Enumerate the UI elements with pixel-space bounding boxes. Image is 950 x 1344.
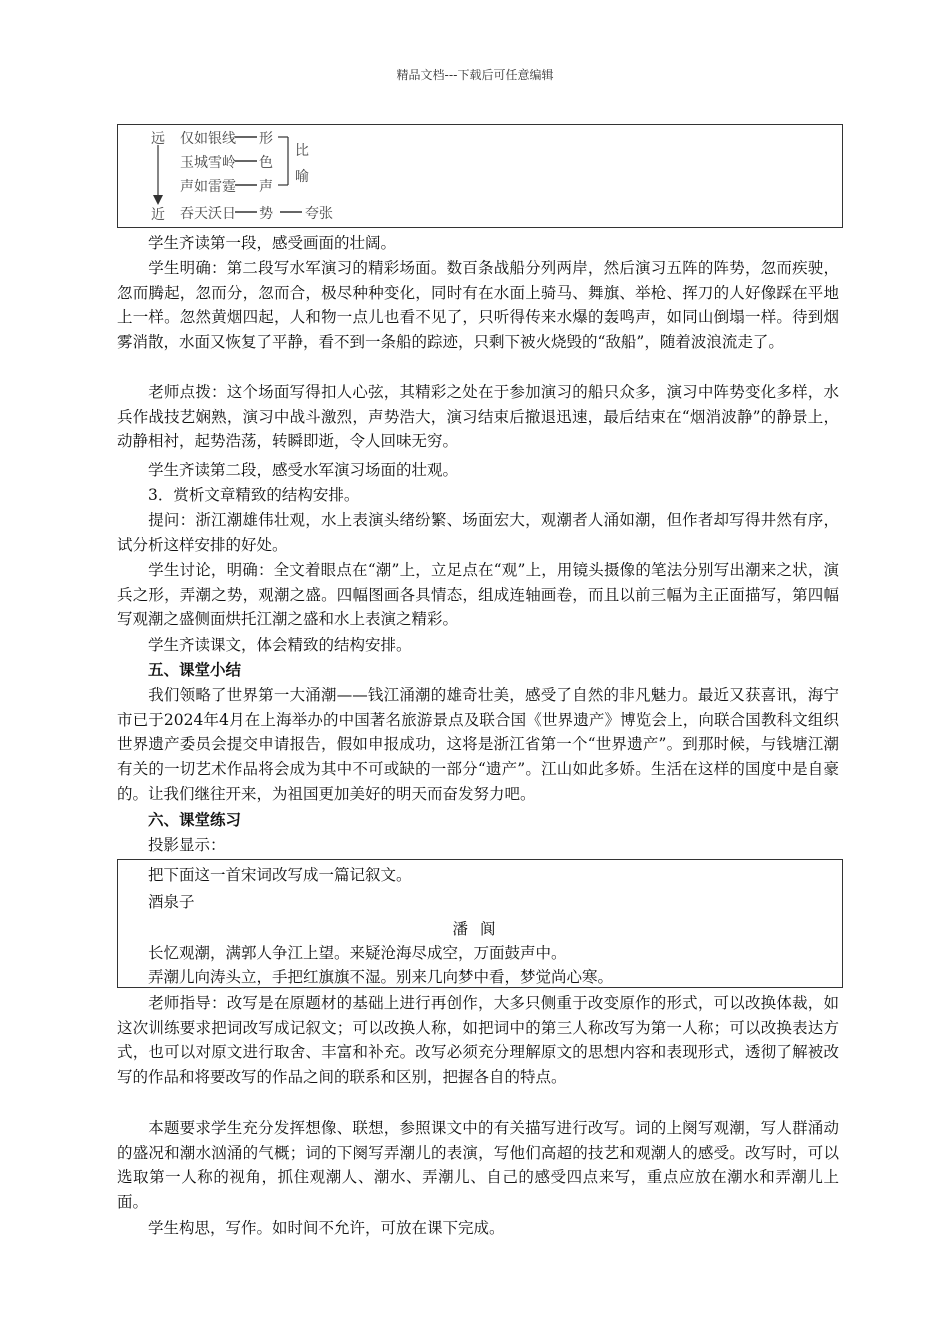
diagram-phrase-1: 仅如银线	[180, 131, 236, 147]
diagram-aspect-2: 色	[259, 155, 273, 171]
diagram-phrase-3: 声如雷霆	[180, 179, 236, 195]
paragraph-final: 学生构思，写作。如时间不允许，可放在课下完成。	[148, 1219, 505, 1237]
poem-line-2: 弄潮儿向涛头立，手把红旗旗不湿。别来几向梦中看，梦觉尚心寒。	[148, 968, 614, 986]
paragraph-teacher-guidance: 老师指导：改写是在原题材的基础上进行再创作，大多只侧重于改变原作的形式，可以改换体裁，如这次训练要求把词改写成记叙文；可以改换人称，如把词中的第三人称改写为第一人称；可以改换表达方式，也可以对原文进行取舍、丰富和补充。改写必须充分理解原文的思想内容和表现形式，透彻了解被改写的作品和将要改写的作品之间的联系和区别，把握各自的特点。	[117, 994, 839, 1087]
diagram-exaggeration-label: 夸张	[305, 206, 333, 222]
paragraph-5: 3．赏析文章精致的结构安排。	[148, 486, 360, 504]
page-header: 精品文档---下载后可任意编辑	[396, 68, 554, 82]
paragraph-4: 学生齐读第二段，感受水军演习场面的壮观。	[148, 461, 459, 479]
paragraph-6: 提问：浙江潮雄伟壮观，水上表演头绪纷繁、场面宏大，观潮者人涌如潮，但作者却写得井然有序，试分析这样安排的好处。	[117, 511, 839, 554]
structure-diagram	[117, 124, 843, 228]
diagram-phrase-2: 玉城雪岭	[180, 155, 236, 171]
paragraph-7: 学生讨论，明确：全文着眼点在“潮”上，立足点在“观”上，用镜头摄像的笔法分别写出潮来之状，演兵之形，弄潮之势，观潮之盛。四幅图画各具情态，组成连轴画卷，而且以前三幅为主正面描写，第四幅写观潮之盛侧面烘托江潮之盛和水上表演之精彩。	[117, 561, 839, 629]
poem-line-1: 长忆观潮，满郭人争江上望。来疑沧海尽成空，万面鼓声中。	[148, 944, 567, 962]
poem-title: 酒泉子	[148, 893, 195, 911]
paragraph-1: 学生齐读第一段，感受画面的壮阔。	[148, 234, 397, 252]
diagram-metaphor-char-1: 比	[295, 143, 309, 159]
paragraph-3: 老师点拨：这个场面写得扣人心弦，其精彩之处在于参加演习的船只众多，演习中阵势变化多样，水兵作战技艺娴熟，演习中战斗激烈，声势浩大，演习结束后撤退迅速，最后结束在“烟消波静”的静景上，动静相衬，起势浩荡，转瞬即逝，令人回味无穷。	[117, 383, 839, 451]
exercise-box	[117, 859, 843, 988]
section-heading-exercise: 六、课堂练习	[148, 810, 242, 829]
diagram-metaphor-char-2: 喻	[295, 169, 309, 185]
exercise-instruction: 把下面这一首宋词改写成一篇记叙文。	[148, 866, 412, 884]
diagram-far-label: 远	[151, 131, 165, 147]
section-heading-summary: 五、课堂小结	[148, 660, 242, 679]
diagram-near-label: 近	[151, 207, 165, 223]
diagram-aspect-1: 形	[259, 131, 273, 147]
poem-author: 潘阆	[452, 920, 508, 938]
diagram-aspect-4: 势	[259, 206, 273, 222]
paragraph-projection: 投影显示：	[148, 836, 226, 854]
paragraph-8: 学生齐读课文，体会精致的结构安排。	[148, 636, 412, 654]
paragraph-summary: 我们领略了世界第一大涌潮——钱江涌潮的雄奇壮美，感受了自然的非凡魅力。最近又获喜讯，海宁市已于2024年4月在上海举办的中国著名旅游景点及联合国《世界遗产》博览会上，向联合国教科文组织世界遗产委员会提交申请报告，假如申报成功，这将是浙江省第一个“世界遗产”。到那时候，与钱塘江潮有关的一切艺术作品将会成为其中不可或缺的一部分“遗产”。江山如此多娇。生活在这样的国度中是自豪的。让我们继往开来，为祖国更加美好的明天而奋发努力吧。	[117, 686, 839, 803]
diagram-phrase-4: 吞天沃日	[180, 206, 236, 222]
paragraph-2: 学生明确：第二段写水军演习的精彩场面。数百条战船分列两岸，然后演习五阵的阵势，忽而疾驶，忽而腾起，忽而分，忽而合，极尽种种变化，同时有在水面上骑马、舞旗、举枪、挥刀的人好像踩在平地上一样。忽然黄烟四起，人和物一点儿也看不见了，只听得传来水爆的轰鸣声，如同山倒塌一样。待到烟雾消散，水面又恢复了平静，看不到一条船的踪迹，只剩下被火烧毁的“敌船”，随着波浪流走了。	[117, 259, 839, 352]
diagram-aspect-3: 声	[259, 179, 273, 195]
paragraph-requirements: 本题要求学生充分发挥想像、联想，参照课文中的有关描写进行改写。词的上阕写观潮，写人群涌动的盛况和潮水汹涌的气概；词的下阕写弄潮儿的表演，写他们高超的技艺和观潮人的感受。改写时，可以选取第一人称的视角，抓住观潮人、潮水、弄潮儿、自己的感受四点来写，重点应放在潮水和弄潮儿上面。	[117, 1119, 839, 1212]
